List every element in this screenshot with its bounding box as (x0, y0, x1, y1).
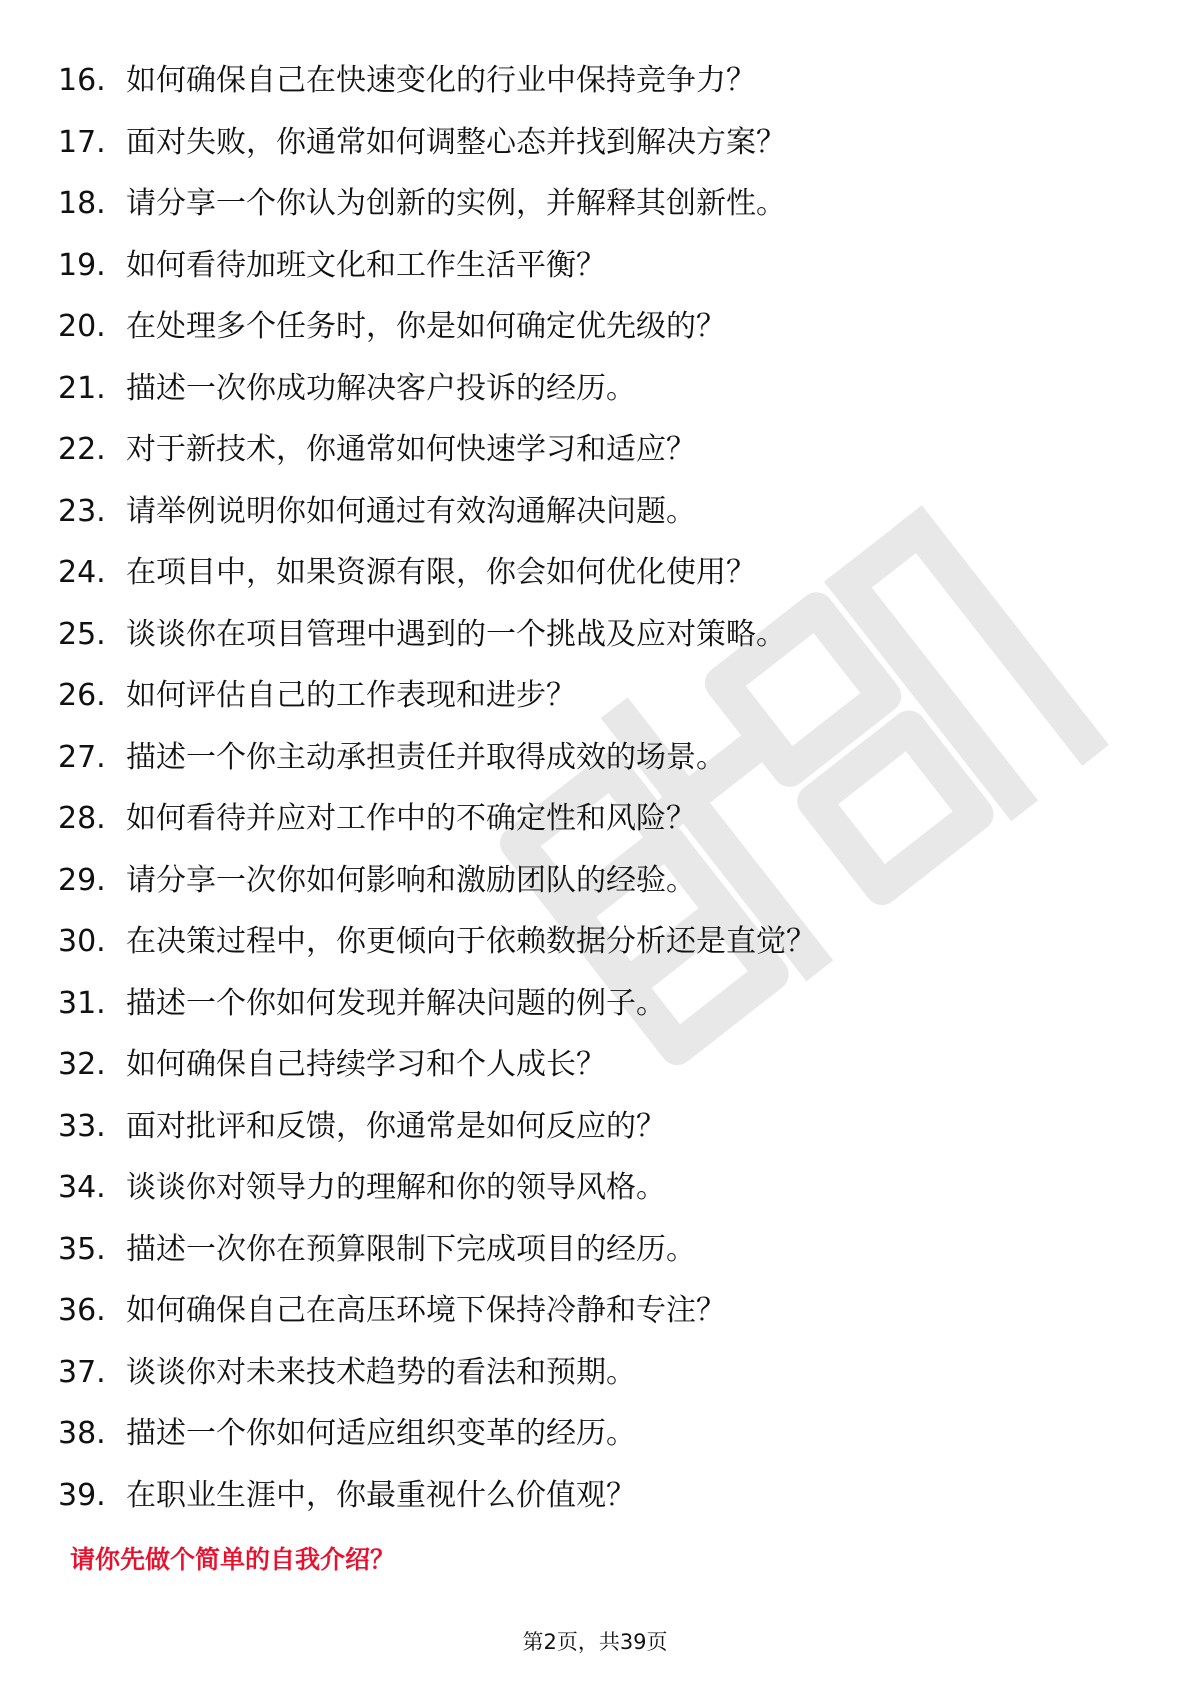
question-number: 36. (58, 1293, 106, 1328)
page-footer: 第2页，共39页 (522, 1630, 668, 1654)
question-text: 在职业生涯中，你最重视什么价值观？ (126, 1477, 636, 1513)
question-item (58, 1280, 816, 1342)
question-number: 37. (58, 1354, 106, 1390)
question-item (58, 112, 816, 174)
question-item (58, 1096, 816, 1158)
question-number: 16. (58, 63, 106, 98)
question-number: 26. (58, 678, 106, 713)
question-number: 32. (58, 1047, 106, 1082)
question-text: 在处理多个任务时，你是如何确定优先级的？ (126, 309, 726, 344)
question-item (58, 419, 816, 481)
question-number: 33. (58, 1108, 106, 1144)
question-number: 35. (58, 1231, 106, 1267)
question-item (58, 542, 816, 604)
question-number: 23. (58, 493, 106, 529)
question-item (58, 1219, 816, 1281)
question-text: 对于新技术，你通常如何快速学习和适应？ (126, 432, 696, 467)
question-number: 19. (58, 247, 106, 283)
question-number: 34. (58, 1170, 106, 1205)
question-number: 38. (58, 1416, 106, 1451)
question-text: 谈谈你对领导力的理解和你的领导风格。 (126, 1170, 666, 1205)
question-text: 面对批评和反馈，你通常是如何反应的？ (126, 1108, 666, 1144)
question-item (58, 235, 816, 297)
question-item (58, 788, 816, 850)
question-number: 31. (58, 985, 106, 1021)
question-text: 如何确保自己在快速变化的行业中保持竞争力？ (126, 63, 756, 98)
question-number: 18. (58, 186, 106, 221)
question-text: 谈谈你在项目管理中遇到的一个挑战及应对策略。 (126, 616, 786, 652)
highlight-question: 请你先做个简单的自我介绍？ (70, 1545, 396, 1574)
question-text: 描述一次你成功解决客户投诉的经历。 (126, 370, 636, 406)
question-item (58, 911, 816, 973)
question-number: 29. (58, 862, 106, 898)
question-number: 39. (58, 1477, 106, 1513)
question-number: 25. (58, 616, 106, 652)
question-item (58, 1157, 816, 1219)
question-item (58, 1034, 816, 1096)
question-list (58, 50, 816, 1526)
question-text: 如何确保自己在高压环境下保持冷静和专注？ (126, 1293, 726, 1328)
question-item (58, 727, 816, 789)
question-text: 描述一个你如何发现并解决问题的例子。 (126, 985, 666, 1021)
question-number: 24. (58, 555, 106, 590)
question-text: 描述一个你如何适应组织变革的经历。 (126, 1416, 636, 1451)
question-item (58, 604, 816, 666)
question-item (58, 850, 816, 912)
question-item (58, 973, 816, 1035)
question-text: 描述一次你在预算限制下完成项目的经历。 (126, 1231, 696, 1267)
question-text: 谈谈你对未来技术趋势的看法和预期。 (126, 1354, 636, 1390)
question-item (58, 481, 816, 543)
question-text: 如何看待并应对工作中的不确定性和风险？ (126, 801, 696, 836)
question-number: 28. (58, 801, 106, 836)
question-item (58, 50, 816, 112)
question-number: 30. (58, 924, 106, 959)
question-text: 如何确保自己持续学习和个人成长？ (126, 1047, 606, 1082)
question-text: 面对失败，你通常如何调整心态并找到解决方案？ (126, 124, 786, 160)
question-text: 在决策过程中，你更倾向于依赖数据分析还是直觉？ (126, 924, 816, 959)
question-text: 描述一个你主动承担责任并取得成效的场景。 (126, 739, 726, 775)
question-item (58, 1465, 816, 1527)
question-number: 27. (58, 739, 106, 775)
question-text: 如何评估自己的工作表现和进步？ (126, 678, 576, 713)
question-text: 在项目中，如果资源有限，你会如何优化使用？ (126, 555, 756, 590)
question-number: 20. (58, 309, 106, 344)
question-item (58, 173, 816, 235)
question-number: 22. (58, 432, 106, 467)
question-item (58, 1403, 816, 1465)
question-text: 请分享一个你认为创新的实例，并解释其创新性。 (126, 186, 786, 221)
question-item (58, 296, 816, 358)
question-item (58, 358, 816, 420)
question-item (58, 1342, 816, 1404)
question-number: 21. (58, 370, 106, 406)
question-item (58, 665, 816, 727)
question-text: 如何看待加班文化和工作生活平衡？ (126, 247, 606, 283)
question-text: 请举例说明你如何通过有效沟通解决问题。 (126, 493, 696, 529)
question-text: 请分享一次你如何影响和激励团队的经验。 (126, 862, 696, 898)
question-number: 17. (58, 124, 106, 160)
